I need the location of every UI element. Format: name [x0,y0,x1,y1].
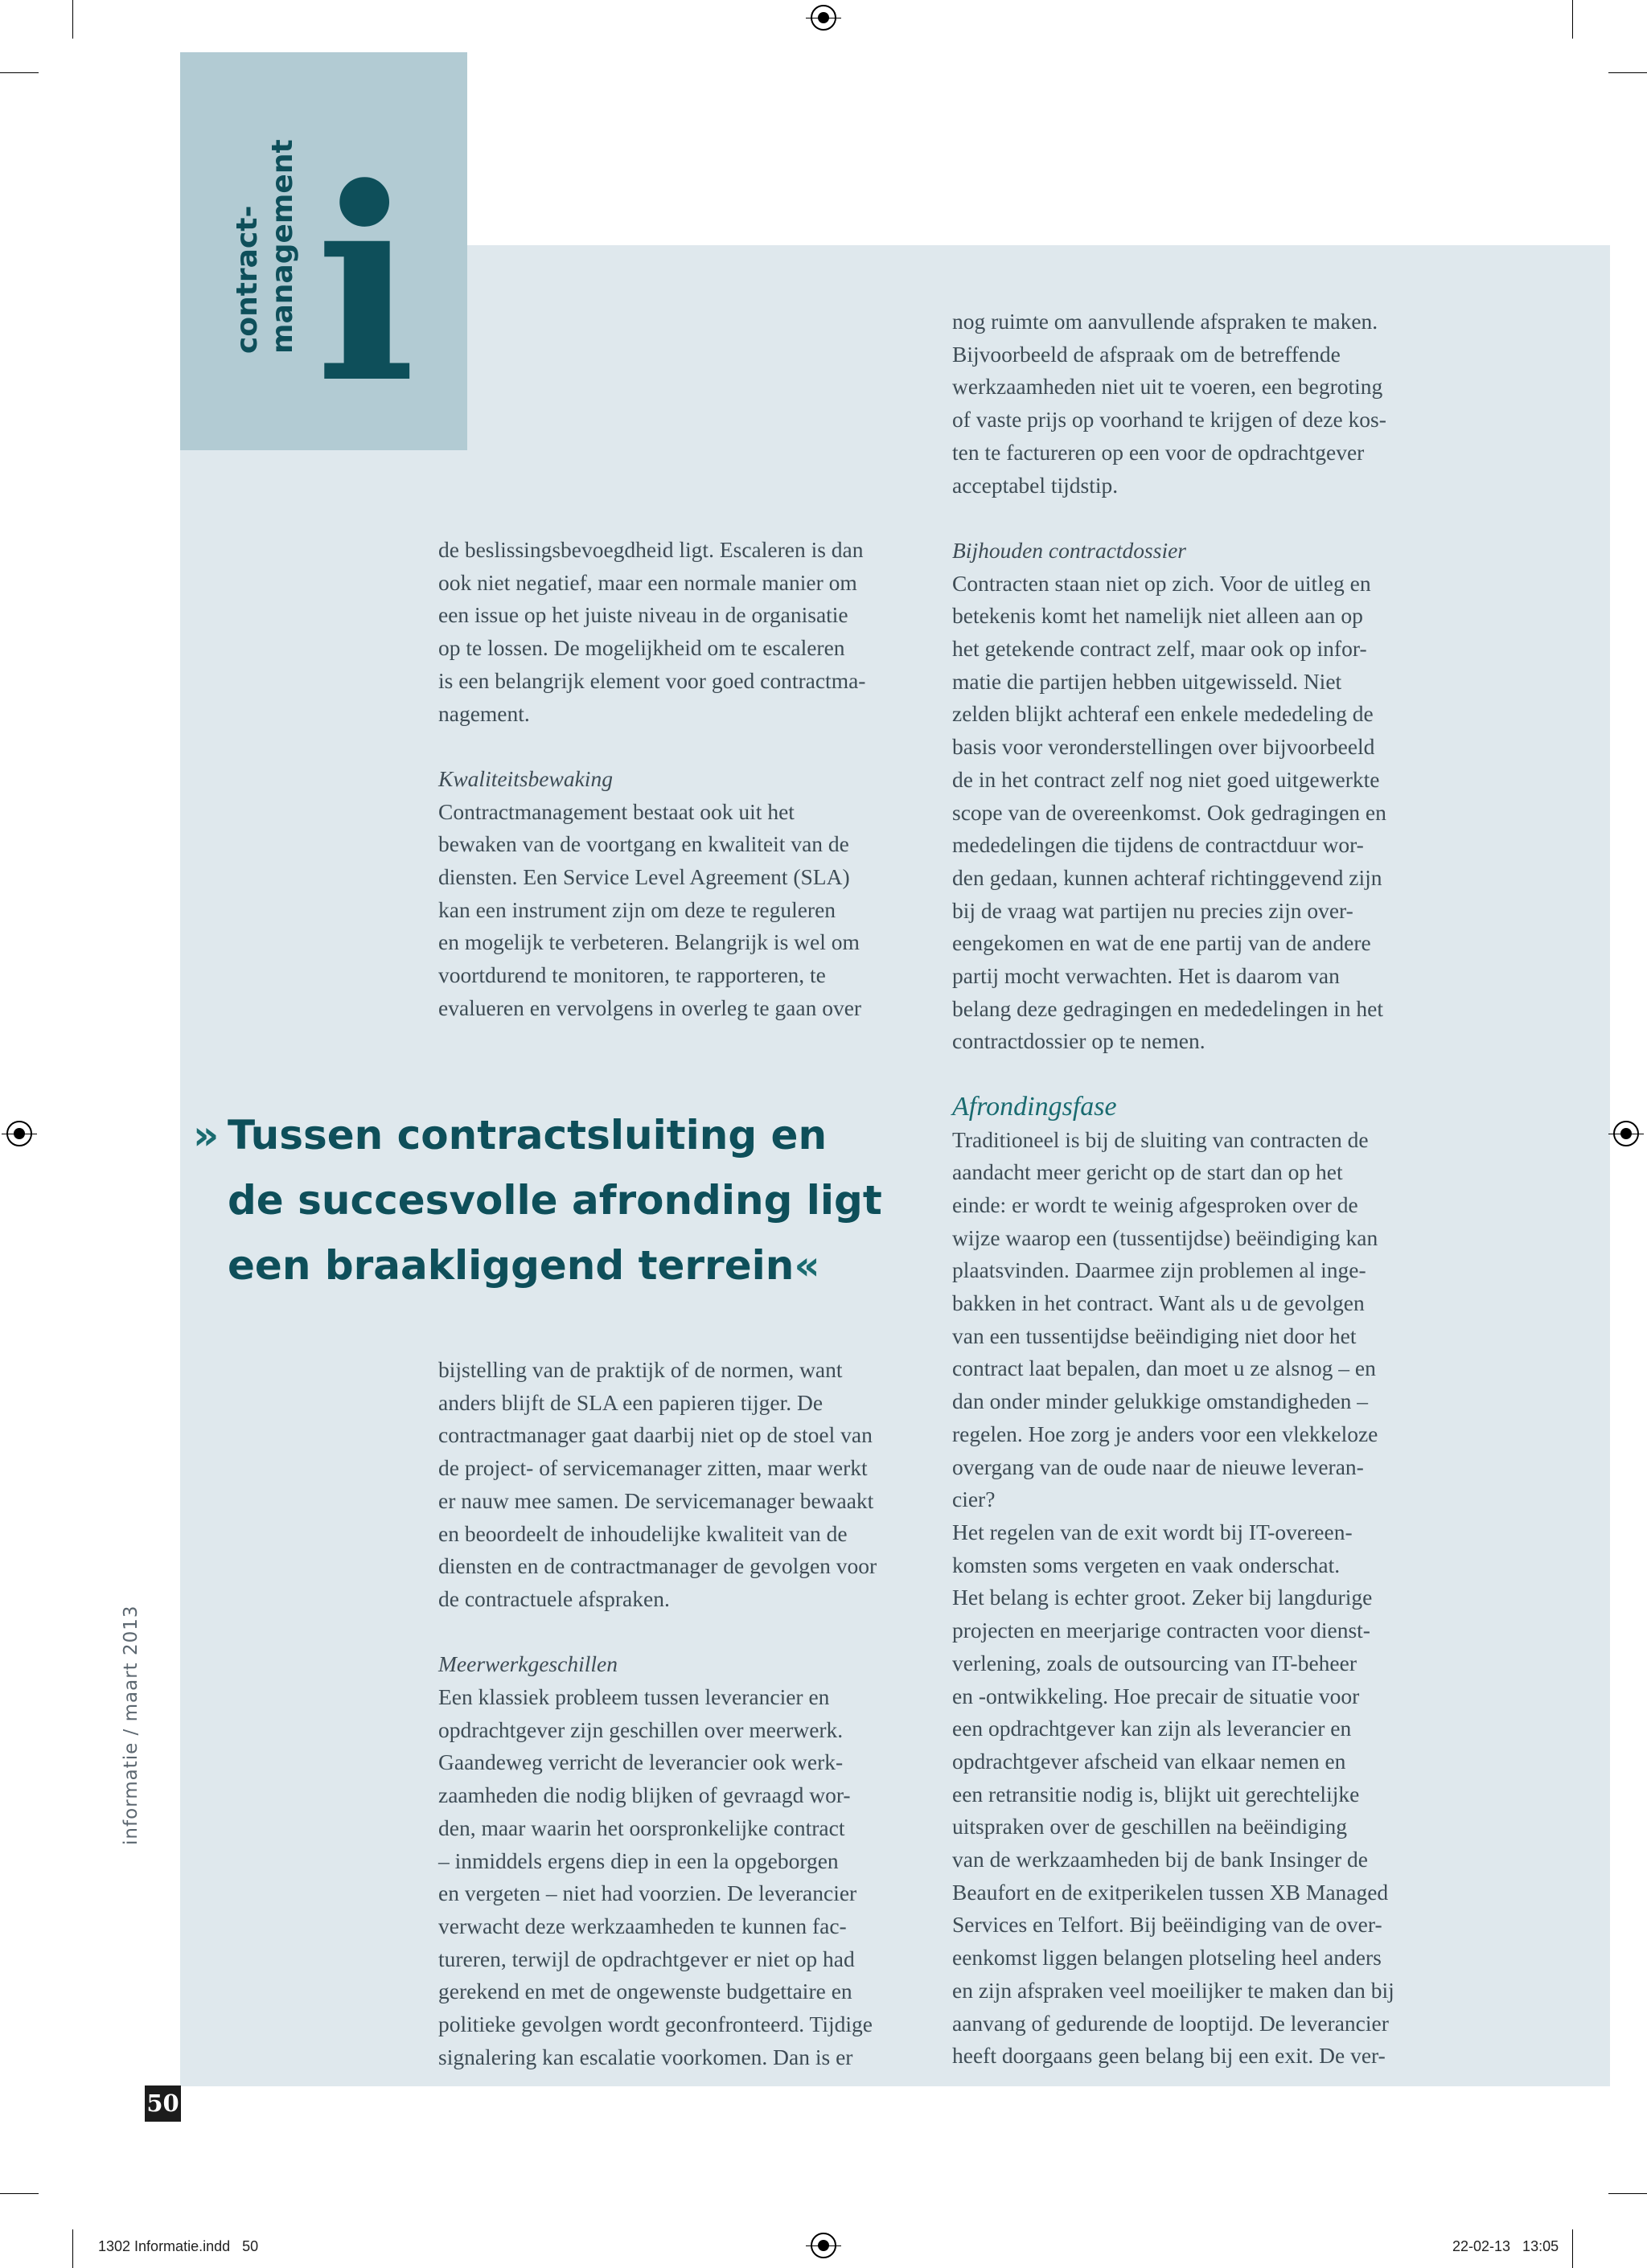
column-2 [952,306,1435,2073]
crop-mark [1572,0,1573,39]
pull-quote-line-text: een braakliggend terrein [228,1242,795,1289]
body-text-line: basis voor veronderstellingen over bijvoorbeeld [952,734,1375,760]
paragraph-gap [952,502,1435,535]
body-text-line: de beslissingsbevoegdheid ligt. Escaleren is dan [438,537,864,562]
section-label [230,139,343,354]
slug-date-info: 22-02-13 13:05 [1452,2238,1559,2254]
body-text-line: contract laat bepalen, dan moet u ze alsnog – en [952,1355,1376,1381]
body-text-line: acceptabel tijdstip. [952,472,1119,498]
body-text-line: projecten en meerjarige contracten voor dienst- [952,1618,1370,1643]
subheading: Bijhouden contractdossier [952,537,1187,563]
body-text-line: wijze waarop een (tussentijdse) beëindiging kan [952,1224,1378,1250]
body-text-line: matie die partijen hebben uitgewisseld. Niet [952,668,1342,694]
body-text-line: voortdurend te monitoren, te rapporteren, te [438,962,826,988]
body-text-line: zaamheden die nodig blijken of gevraagd wor- [438,1782,851,1808]
body-text-line: scope van de overeenkomst. Ook gedragingen en [952,799,1386,825]
body-text-line: eenkomst liggen belangen plotseling heel anders [952,1945,1382,1971]
body-text-line: aanvang of gedurende de looptijd. De leverancier [952,2010,1389,2036]
body-text-line: anders blijft de SLA een papieren tijger. De [438,1389,824,1415]
body-text-line: en mogelijk te verbeteren. Belangrijk is wel om [438,929,860,955]
body-text-line: bij de vraag wat partijen nu precies zijn over- [952,897,1353,923]
body-text-line: belang deze gedragingen en mededelingen in het [952,995,1384,1021]
body-text-line: en vergeten – niet had voorzien. De leverancier [438,1880,857,1906]
body-text-line: of vaste prijs op voorhand te krijgen of deze kos- [952,407,1386,433]
body-text-line: bewaken van de voortgang en kwaliteit van de [438,831,849,857]
body-text-line: contractdossier op te nemen. [952,1028,1205,1054]
crop-mark [0,2193,39,2194]
body-text-line: tureren, terwijl de opdrachtgever er niet op had [438,1946,855,1971]
body-text-line: gerekend en met de ongewenste budgettaire en [438,1979,852,2004]
body-text-line: betekenis komt het namelijk niet alleen aan op [952,603,1363,629]
body-text-line: verlening, zoals de outsourcing van IT-beheer [952,1650,1357,1675]
slug-file-info: 1302 Informatie.indd 50 [98,2238,259,2254]
pull-quote-close-mark: « [794,1242,820,1289]
body-text-line: nog ruimte om aanvullende afspraken te maken. [952,309,1378,334]
body-text-line: Contractmanagement bestaat ook uit het [438,798,795,824]
body-text-line: en beoordeelt de inhoudelijke kwaliteit van de [438,1520,848,1546]
pull-quote-open-mark: » [193,1112,220,1159]
body-text-line: cier? [952,1487,996,1512]
body-text-line: politieke gevolgen wordt geconfronteerd. Tijdige [438,2012,873,2037]
body-text-line: einde: er wordt te weinig afgesproken over de [952,1191,1358,1217]
body-text-line: partij mocht verwachten. Het is daarom van [952,963,1340,989]
subheading: Kwaliteitsbewaking [438,765,613,791]
column-1-bottom [438,1354,921,2073]
registration-mark-icon [1613,1121,1639,1146]
pull-quote-line [193,1233,917,1298]
body-text-line: bakken in het contract. Want als u de gevolgen [952,1290,1365,1316]
body-text-line: de in het contract zelf nog niet goed uitgewerkte [952,766,1380,792]
body-text-line: dan onder minder gelukkige omstandigheden – [952,1388,1369,1414]
body-text-line: Contracten staan niet op zich. Voor de uitleg en [952,570,1371,596]
body-text-line: kan een instrument zijn om deze te reguleren [438,896,836,922]
body-text-line: komsten soms vergeten en vaak onderschat. [952,1552,1341,1577]
body-text-line: van de werkzaamheden bij de bank Insinger de [952,1847,1368,1872]
pull-quote-line: Tussen contractsluiting en [228,1112,828,1159]
publication-line: informatie / maart 2013 [121,1605,142,1845]
body-text-line: het getekende contract zelf, maar ook op infor- [952,636,1367,662]
body-text-line: opdrachtgever zijn geschillen over meerwerk. [438,1716,844,1742]
body-text-line: heeft doorgaans geen belang bij een exit. De ver- [952,2043,1386,2069]
body-text-line: en -ontwikkeling. Hoe precair de situatie voor [952,1683,1360,1708]
crop-mark [72,0,73,39]
section-logo-letter: i [315,129,417,441]
body-text-line: de contractuele afspraken. [438,1585,670,1611]
pull-quote [193,1103,917,1298]
body-text-line: diensten. Een Service Level Agreement (SLA) [438,864,850,890]
body-text-line: verwacht deze werkzaamheden te kunnen fac- [438,1913,847,1938]
paragraph-gap [438,730,921,763]
section-heading: Afrondingsfase [952,1091,1117,1122]
pull-quote-line: de succesvolle afronding ligt [228,1177,882,1224]
body-text-line: den, maar waarin het oorspronkelijke contract [438,1815,845,1840]
section-label-line1: contract- [231,205,264,354]
body-text-line: overgang van de oude naar de nieuwe leveran- [952,1454,1364,1479]
body-text-line: zelden blijkt achteraf een enkele mededeling de [952,701,1374,727]
registration-mark-icon [811,2233,836,2258]
crop-mark [1608,72,1647,73]
paragraph-gap [952,1058,1435,1091]
body-text-line: aandacht meer gericht op de start dan op het [952,1159,1343,1185]
body-text-line: is een belangrijk element voor goed contractma- [438,667,866,693]
registration-mark-icon [811,5,836,31]
page-number: 50 [145,2085,181,2122]
subheading: Meerwerkgeschillen [438,1651,618,1677]
body-text-line: Een klassiek probleem tussen leverancier en [438,1684,830,1710]
body-text-line: Bijvoorbeeld de afspraak om de betreffende [952,341,1341,367]
body-text-line: een issue op het juiste niveau in de organisatie [438,602,848,628]
crop-mark [1572,2229,1573,2268]
crop-mark [0,72,39,73]
body-text-line: Beaufort en de exitperikelen tussen XB Managed [952,1879,1389,1905]
body-text-line: werkzaamheden niet uit te voeren, een begroting [952,374,1383,400]
body-text-line: Het belang is echter groot. Zeker bij langdurige [952,1585,1373,1610]
body-text-line: bijstelling van de praktijk of de normen, want [438,1357,843,1382]
body-text-line: en zijn afspraken veel moeilijker te maken dan bij [952,1977,1394,2003]
body-text-line: Services en Telfort. Bij beëindiging van de over- [952,1912,1382,1938]
body-text-line: Het regelen van de exit wordt bij IT-overeen- [952,1519,1353,1544]
crop-mark [1608,2193,1647,2194]
body-text-line: de project- of servicemanager zitten, maar werkt [438,1455,868,1481]
body-text-line: eengekomen en wat de ene partij van de andere [952,930,1371,956]
body-text-line: Gaandeweg verricht de leverancier ook werk- [438,1749,844,1775]
body-text-line: den gedaan, kunnen achteraf richtinggevend zijn [952,864,1382,890]
body-text-line: plaatsvinden. Daarmee zijn problemen al inge- [952,1257,1366,1283]
body-text-line: contractmanager gaat daarbij niet op de stoel van [438,1422,873,1448]
body-text-line: op te lossen. De mogelijkheid om te escaleren [438,635,845,661]
body-text-line: uitspraken over de geschillen na beëindiging [952,1814,1348,1839]
body-text-line: nagement. [438,700,530,726]
body-text-line: er nauw mee samen. De servicemanager bewaakt [438,1487,874,1513]
body-text-line: een opdrachtgever kan zijn als leverancier en [952,1716,1352,1741]
body-text-line: regelen. Hoe zorg je anders voor een vlekkeloze [952,1421,1378,1446]
body-text-line: een retransitie nodig is, blijkt uit gerechtelijke [952,1781,1360,1807]
body-text-line: Traditioneel is bij de sluiting van contracten de [952,1126,1369,1152]
crop-mark [72,2229,73,2268]
section-label-line2: management [266,139,299,354]
body-text-line: evalueren en vervolgens in overleg te gaan over [438,995,862,1020]
body-text-line: mededelingen die tijdens de contractduur wor- [952,832,1364,858]
registration-mark-icon [6,1121,32,1146]
body-text-line: diensten en de contractmanager de gevolgen voor [438,1553,877,1579]
column-1-top [438,534,921,1025]
body-text-line: opdrachtgever afscheid van elkaar nemen en [952,1748,1346,1774]
body-text-line: ook niet negatief, maar een normale manier om [438,569,857,595]
body-text-line: – inmiddels ergens diep in een la opgeborgen [438,1848,839,1873]
paragraph-gap [438,1616,921,1649]
body-text-line: signalering kan escalatie voorkomen. Dan is er [438,2044,853,2069]
body-text-line: van een tussentijdse beëindiging niet door het [952,1323,1357,1348]
body-text-line: ten te factureren op een voor de opdrachtgever [952,439,1365,465]
